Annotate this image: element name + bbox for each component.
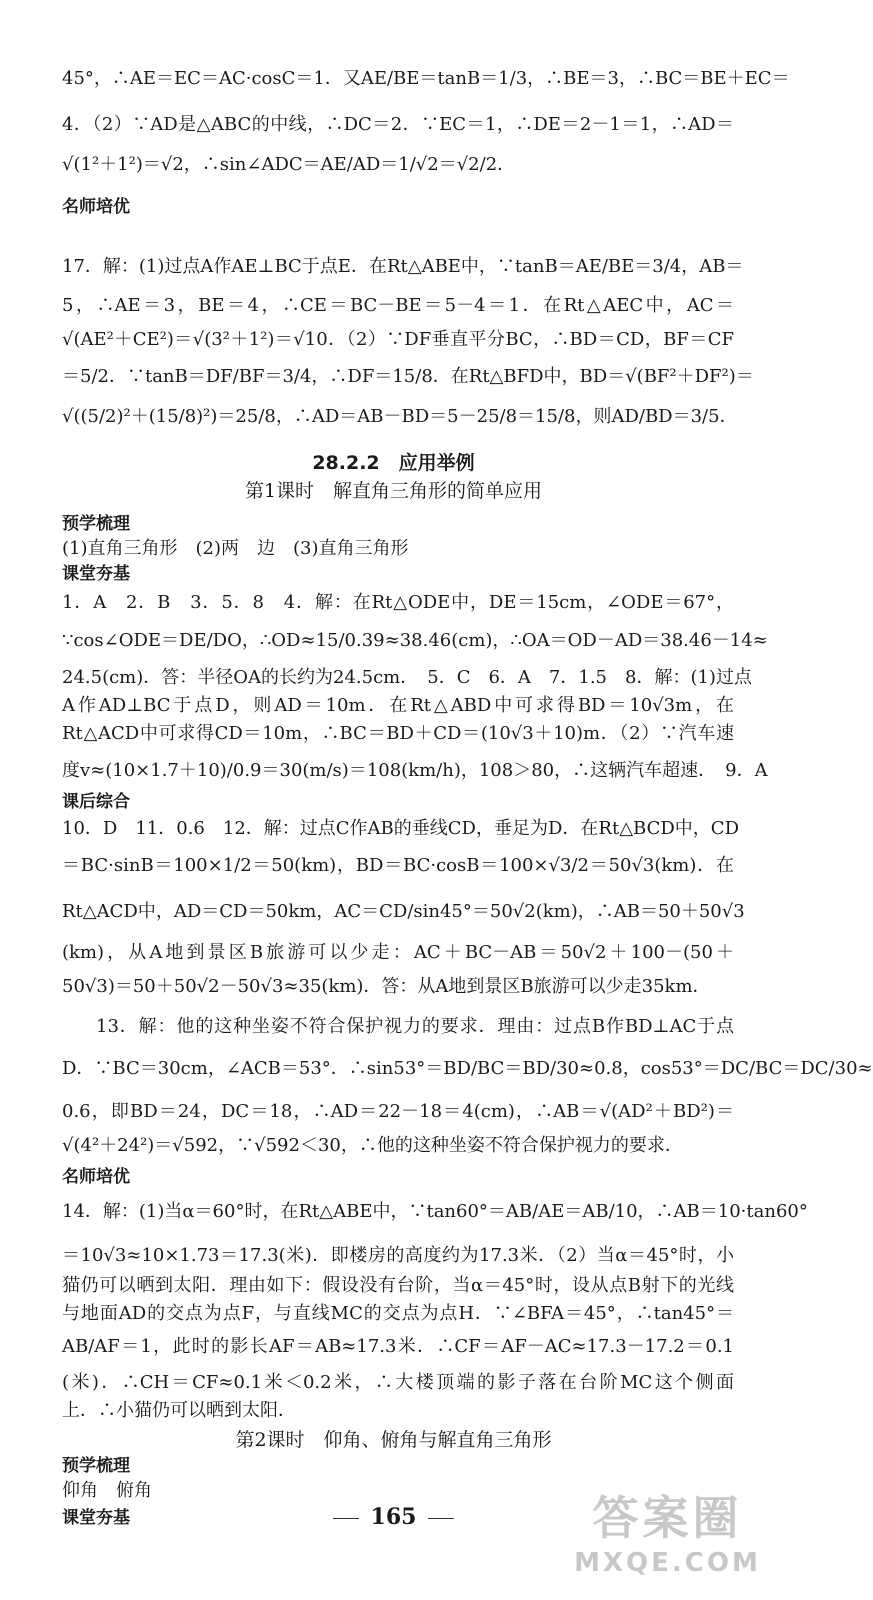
text-line: 1．A 2．B 3．5．8 4．解：在Rt△ODE中，DE＝15cm，∠ODE＝67°，	[62, 592, 734, 613]
text-line: 45°，∴AE＝EC＝AC·cosC＝1．又AE/BE＝tanB＝1/3，∴BE＝3，∴BC＝BE＋EC＝	[62, 68, 790, 89]
text-line: Rt△ACD中可求得CD＝10m，∴BC＝BD＋CD＝(10√3＋10)m．（2）∵汽车速	[62, 723, 734, 744]
lesson-title: 第1课时 解直角三角形的简单应用	[244, 480, 543, 502]
section-heading-mingshi: 名师培优	[62, 1167, 130, 1187]
text-line: 24.5(cm)．答：半径OA的长约为24.5cm． 5．C 6．A 7．1.5 8．解：(1)过点	[62, 667, 752, 688]
text-line: 50√3)＝50＋50√2－50√3≈35(km)．答：从A地到景区B旅游可以少走35km．	[62, 976, 711, 997]
watermark-logo	[560, 1490, 775, 1594]
dash-left	[333, 1518, 359, 1519]
text-line: ＝10√3≈10×1.73＝17.3(米)．即楼房的高度约为17.3米．（2）当α＝45°时，小	[62, 1245, 734, 1266]
text-line: √(1²＋1²)＝√2，∴sin∠ADC＝AE/AD＝1/√2＝√2/2．	[62, 154, 516, 175]
text-line: (km)，从A地到景区B旅游可以少走：AC＋BC－AB＝50√2＋100－(50＋	[62, 942, 734, 963]
text-line: (米)．∴CH＝CF≈0.1米＜0.2米，∴大楼顶端的影子落在台阶MC这个侧面	[62, 1372, 734, 1393]
dash-right	[428, 1518, 454, 1519]
text-line: ＝5/2．∵tanB＝DF/BF＝3/4，∴DF＝15/8．在Rt△BFD中，BD＝√(BF²＋DF²)＝	[62, 366, 754, 387]
section-heading-ketang: 课堂夯基	[62, 1508, 130, 1528]
page-number-value: 165	[370, 1504, 417, 1530]
text-line: √((5/2)²＋(15/8)²)＝25/8，∴AD＝AB－BD＝5－25/8＝15/8，则AD/BD＝3/5．	[62, 406, 738, 427]
text-line: 0.6，即BD＝24，DC＝18，∴AD＝22－18＝4(cm)，∴AB＝√(AD²＋BD²)＝	[62, 1101, 734, 1122]
text-line: 10．D 11．0.6 12．解：过点C作AB的垂线CD，垂足为D．在Rt△BCD中，CD	[62, 818, 740, 839]
text-line: 猫仍可以晒到太阳．理由如下：假设没有台阶，当α＝45°时，设从点B射下的光线	[62, 1275, 734, 1296]
text-line: ＝BC·sinB＝100×1/2＝50(km)，BD＝BC·cosB＝100×√3/2＝50√3(km)．在	[62, 855, 734, 876]
section-heading-ketang: 课堂夯基	[62, 564, 130, 584]
text-line: A作AD⊥BC于点D，则AD＝10m．在Rt△ABD中可求得BD＝10√3m，在	[62, 695, 734, 716]
section-heading-yuxue: 预学梳理	[62, 514, 130, 534]
lesson-title: 第2课时 仰角、俯角与解直角三角形	[235, 1429, 552, 1451]
section-heading-mingshi: 名师培优	[62, 197, 130, 217]
text-line: D．∵BC＝30cm，∠ACB＝53°．∴sin53°＝BD/BC＝BD/30≈0.8，cos53°＝DC/BC＝DC/30≈	[62, 1058, 873, 1079]
text-line: 与地面AD的交点为点F，与直线MC的交点为点H．∵∠BFA＝45°，∴tan45°＝	[62, 1303, 734, 1324]
text-line: 17．解：(1)过点A作AE⊥BC于点E．在Rt△ABE中，∵tanB＝AE/BE＝3/4，AB＝	[62, 256, 744, 277]
section-heading-kehou: 课后综合	[62, 792, 130, 812]
text-line: (1)直角三角形 (2)两 边 (3)直角三角形	[62, 538, 409, 559]
text-line: 仰角 俯角	[62, 1480, 152, 1501]
text-line: 14．解：(1)当α＝60°时，在Rt△ABE中，∵tan60°＝AB/AE＝AB/10，∴AB＝10·tan60°	[62, 1201, 808, 1222]
section-title: 28.2.2 应用举例	[312, 452, 475, 474]
text-line: 度v≈(10×1.7＋10)/0.9＝30(m/s)＝108(km/h)，108＞80，∴这辆汽车超速． 9．A	[62, 760, 768, 781]
watermark-text: 答案圈	[592, 1491, 743, 1545]
text-line: 5，∴AE＝3，BE＝4，∴CE＝BC－BE＝5－4＝1．在Rt△AEC中，AC＝	[62, 295, 734, 316]
text-line: 13．解：他的这种坐姿不符合保护视力的要求．理由：过点B作BD⊥AC于点	[96, 1016, 734, 1037]
text-line: 4．（2）∵AD是△ABC的中线，∴DC＝2．∵EC＝1，∴DE＝2－1＝1，∴AD＝	[62, 114, 734, 135]
text-line: √(4²＋24²)＝√592，∵√592＜30，∴他的这种坐姿不符合保护视力的要求．	[62, 1135, 683, 1156]
text-line: AB/AF＝1，此时的影长AF＝AB≈17.3米．∴CF＝AF－AC≈17.3－17.2＝0.1	[62, 1336, 734, 1357]
text-line: √(AE²＋CE²)＝√(3²＋1²)＝√10．（2）∵DF垂直平分BC，∴BD＝CD，BF＝CF	[62, 329, 734, 350]
section-heading-yuxue: 预学梳理	[62, 1456, 130, 1476]
text-line: 上．∴小猫仍可以晒到太阳．	[62, 1400, 296, 1421]
watermark-url: MXQE.COM	[574, 1548, 761, 1578]
text-line: Rt△ACD中，AD＝CD＝50km，AC＝CD/sin45°＝50√2(km)，∴AB＝50＋50√3	[62, 901, 745, 922]
text-line: ∵cos∠ODE＝DE/DO，∴OD≈15/0.39≈38.46(cm)，∴OA＝OD－AD＝38.46－14≈	[62, 630, 768, 651]
